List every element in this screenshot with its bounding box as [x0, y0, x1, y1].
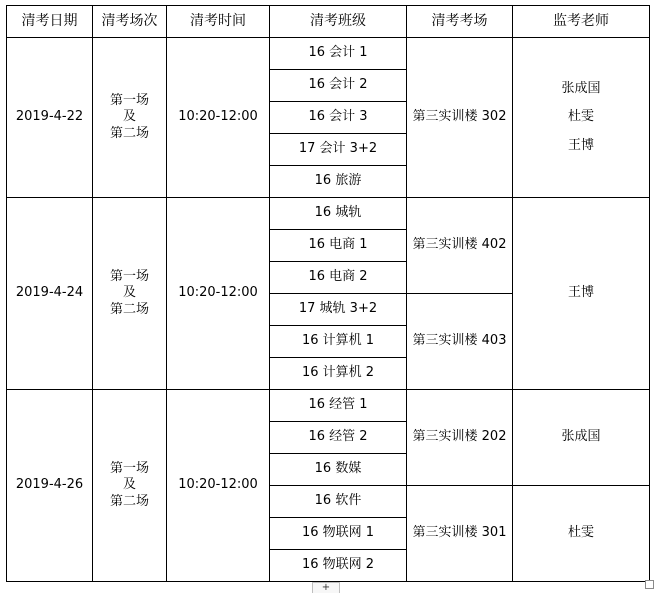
class-cell: 16 物联网 2 — [270, 550, 407, 582]
teacher-name: 张成国 — [561, 429, 601, 445]
class-cell: 16 软件 — [270, 486, 407, 518]
table-row — [7, 390, 650, 422]
teacher-name: 王博 — [567, 137, 594, 153]
class-cell: 17 会计 3+2 — [270, 134, 407, 166]
room-cell: 第三实训楼 302 — [407, 38, 513, 198]
class-cell: 16 计算机 2 — [270, 358, 407, 390]
session-cell — [93, 390, 167, 582]
session-line: 第二场 — [109, 301, 149, 317]
teacher-name: 王博 — [567, 285, 594, 301]
table-row — [7, 198, 650, 230]
teacher-cell — [513, 198, 650, 390]
class-cell: 16 物联网 1 — [270, 518, 407, 550]
session-line: 及 — [122, 109, 136, 125]
teacher-cell — [513, 486, 650, 582]
class-cell: 16 经管 2 — [270, 422, 407, 454]
class-cell: 16 会计 2 — [270, 70, 407, 102]
class-cell: 16 数媒 — [270, 454, 407, 486]
header-row — [7, 6, 650, 38]
class-cell: 16 会计 1 — [270, 38, 407, 70]
time-cell: 10:20-12:00 — [167, 198, 270, 390]
session-line: 第一场 — [109, 461, 149, 477]
header-session: 清考场次 — [93, 6, 167, 38]
time-cell: 10:20-12:00 — [167, 38, 270, 198]
class-cell: 16 计算机 1 — [270, 326, 407, 358]
header-class: 清考班级 — [270, 6, 407, 38]
teacher-name: 杜雯 — [567, 525, 594, 541]
date-cell: 2019-4-26 — [7, 390, 93, 582]
teacher-cell — [513, 38, 650, 198]
teacher-name: 张成国 — [561, 81, 601, 97]
class-cell: 16 电商 1 — [270, 230, 407, 262]
date-cell: 2019-4-24 — [7, 198, 93, 390]
table-row — [7, 38, 650, 70]
session-line: 第一场 — [109, 269, 149, 285]
session-line: 第二场 — [109, 125, 149, 141]
class-cell: 16 会计 3 — [270, 102, 407, 134]
time-cell: 10:20-12:00 — [167, 390, 270, 582]
add-row-button[interactable]: + — [312, 582, 340, 593]
class-cell: 16 城轨 — [270, 198, 407, 230]
session-line: 及 — [122, 477, 136, 493]
header-time: 清考时间 — [167, 6, 270, 38]
session-cell — [93, 38, 167, 198]
header-date: 清考日期 — [7, 6, 93, 38]
class-cell: 16 经管 1 — [270, 390, 407, 422]
class-cell: 16 旅游 — [270, 166, 407, 198]
teacher-cell — [513, 390, 650, 486]
table-resize-handle[interactable] — [645, 580, 654, 589]
session-line: 及 — [122, 285, 136, 301]
room-cell: 第三实训楼 402 — [407, 198, 513, 294]
header-teacher: 监考老师 — [513, 6, 650, 38]
room-cell: 第三实训楼 403 — [407, 294, 513, 390]
class-cell: 17 城轨 3+2 — [270, 294, 407, 326]
session-cell — [93, 198, 167, 390]
session-line: 第一场 — [109, 93, 149, 109]
class-cell: 16 电商 2 — [270, 262, 407, 294]
header-room: 清考考场 — [407, 6, 513, 38]
teacher-name: 杜雯 — [567, 109, 594, 125]
date-cell: 2019-4-22 — [7, 38, 93, 198]
session-line: 第二场 — [109, 493, 149, 509]
room-cell: 第三实训楼 301 — [407, 486, 513, 582]
room-cell: 第三实训楼 202 — [407, 390, 513, 486]
exam-schedule-table — [6, 5, 650, 582]
